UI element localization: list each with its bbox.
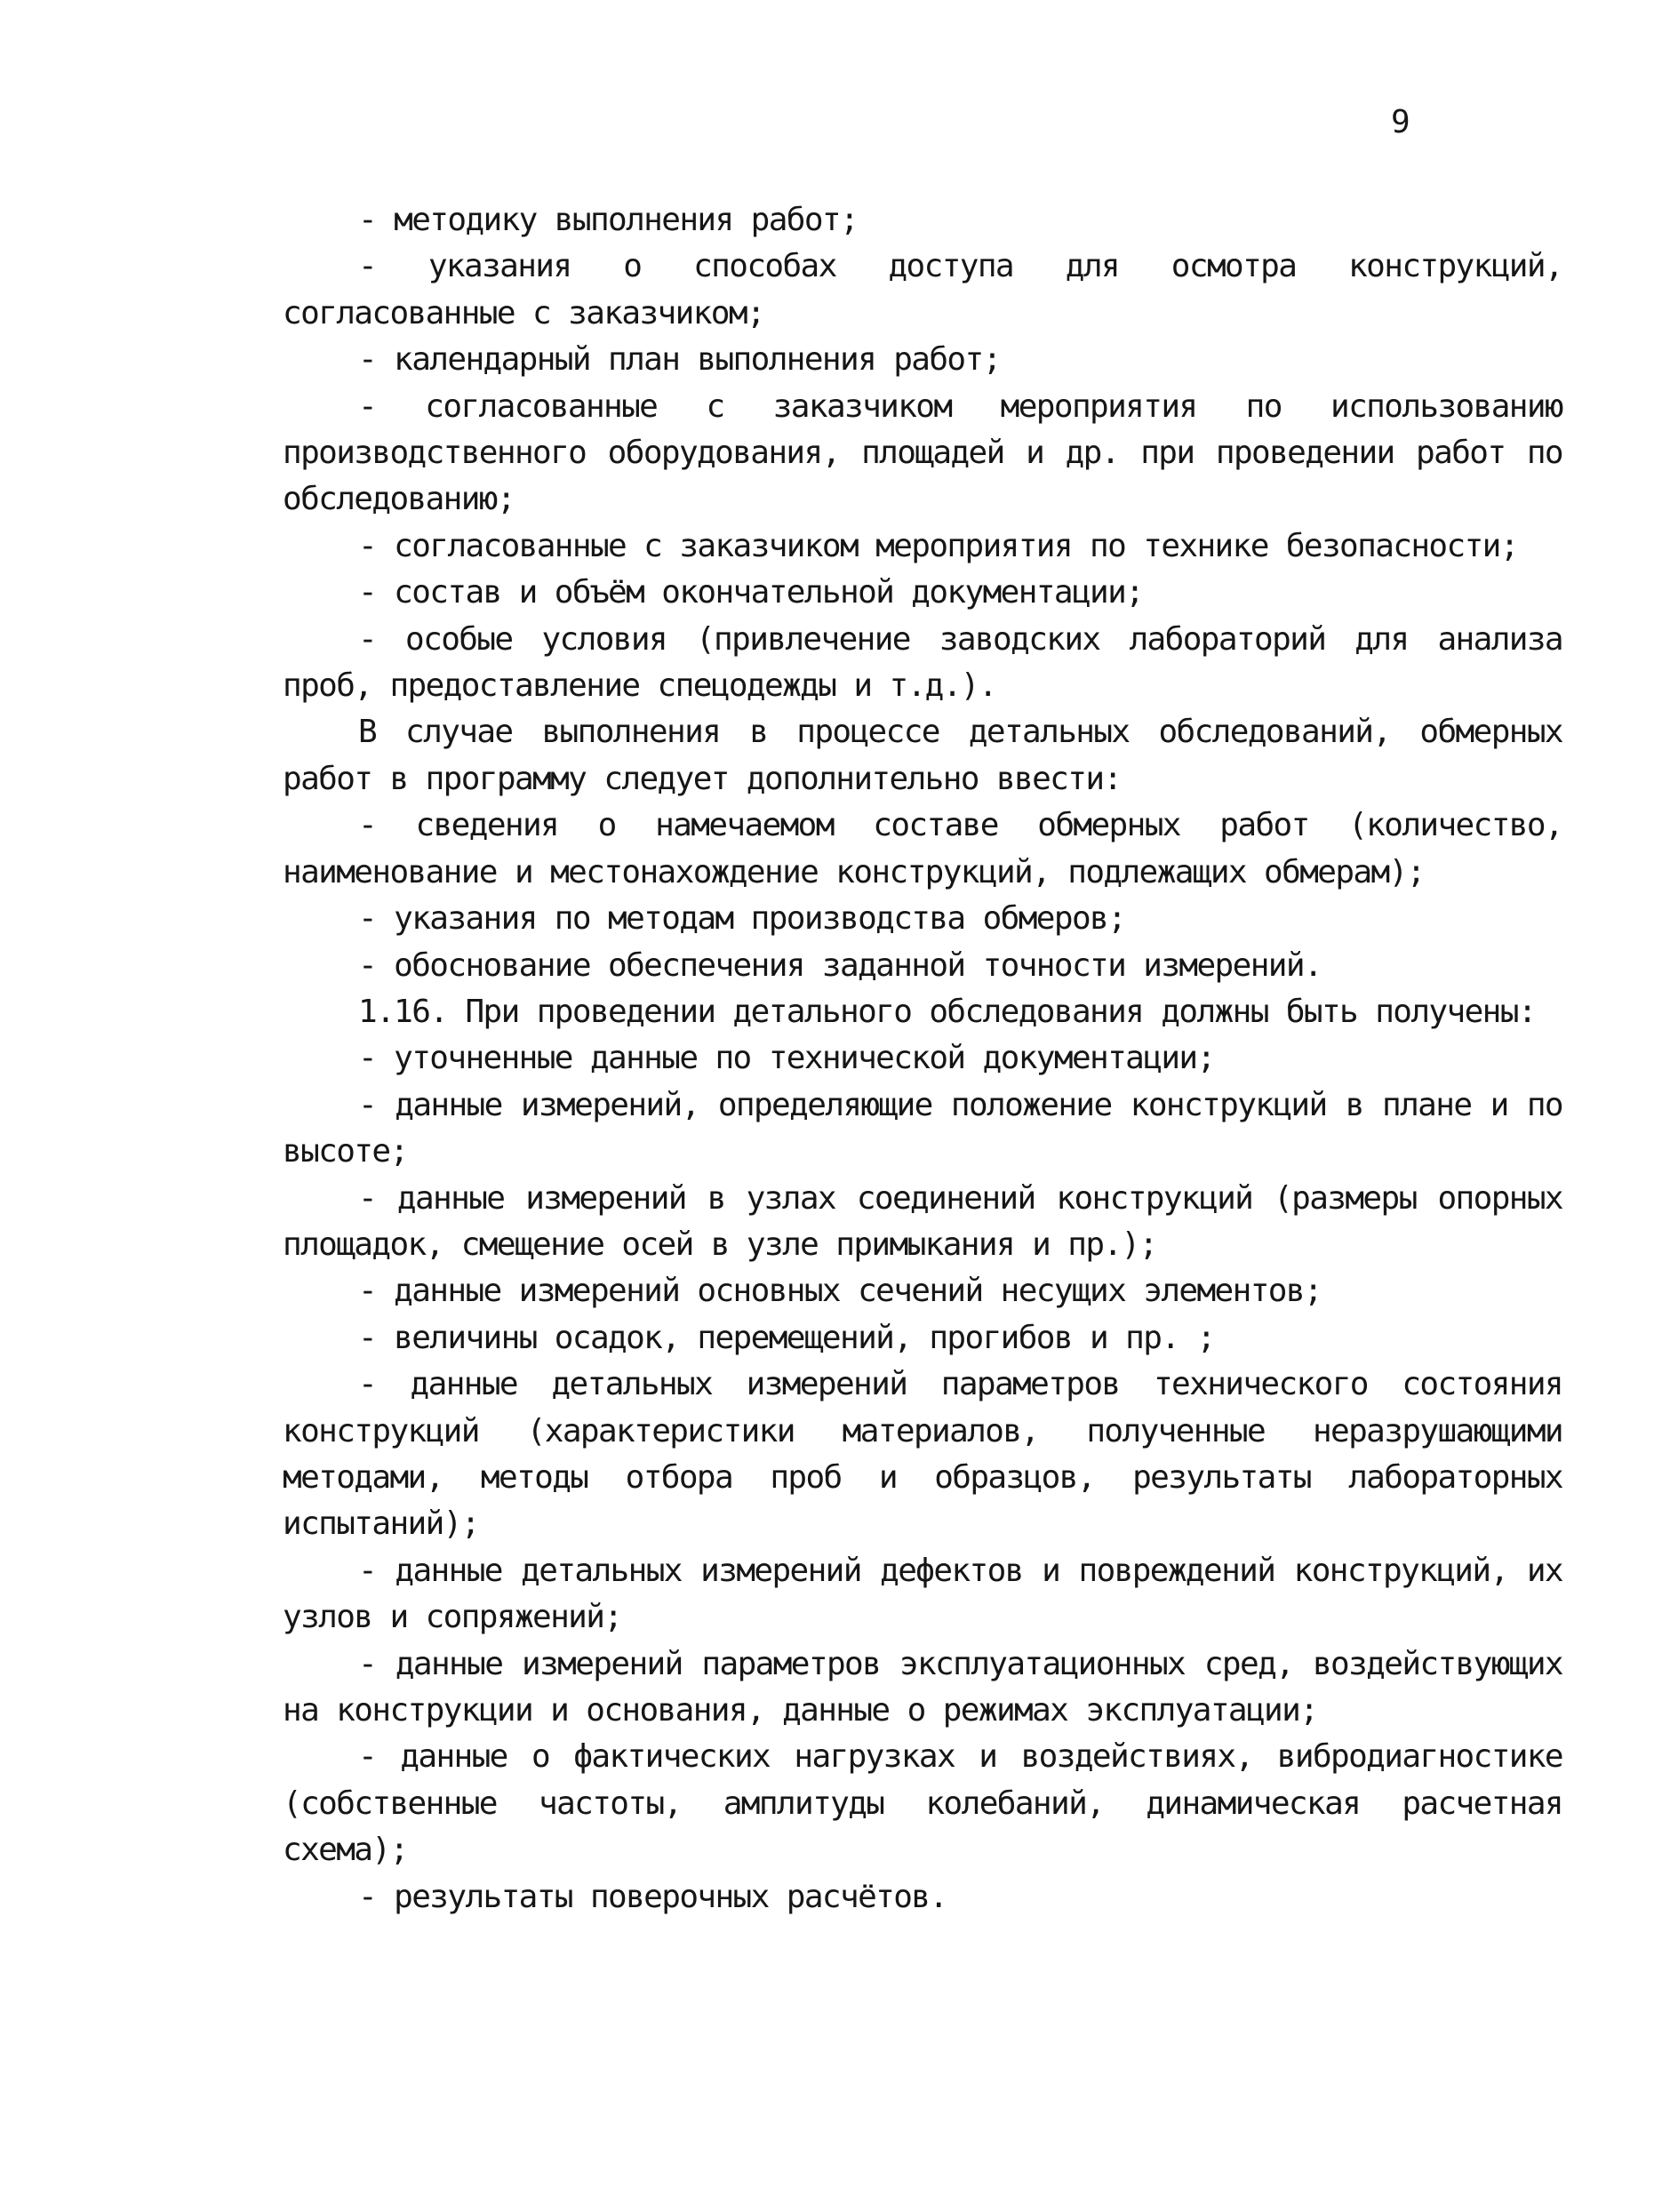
list-item: - данные измерений в узлах соединений конструкций (размеры опорных площадок, смещение осей в узле примыкания и пр.);	[283, 1179, 1562, 1263]
list-item: - состав и объём окончательной документации;	[358, 574, 1144, 611]
list-item: - особые условия (привлечение заводских лабораторий для анализа проб, предоставление спецодежды и т.д.).	[283, 620, 1562, 705]
list-item: - указания по методам производства обмеров;	[358, 900, 1126, 938]
list-item: - сведения о намечаемом составе обмерных работ (количество, наименование и местонахождение конструкций, подлежащих обмерам);	[283, 807, 1562, 890]
list-item: - данные измерений параметров эксплуатационных сред, воздействующих на конструкции и основания, данные о режимах эксплуатации;	[283, 1645, 1562, 1729]
list-item: - данные детальных измерений параметров технического состояния конструкций (характеристики материалов, полученные неразрушающими методами, методы отбора проб и образцов, результаты лабораторных испытаний);	[283, 1366, 1562, 1543]
list-item: - согласованные с заказчиком мероприятия по использованию производственного оборудования, площадей и др. при проведении работ по обследованию;	[283, 387, 1562, 518]
paragraph: В случае выполнения в процессе детальных обследований, обмерных работ в программу следует дополнительно ввести:	[283, 714, 1562, 797]
list-item: - указания о способах доступа для осмотра конструкций, согласованные с заказчиком;	[283, 248, 1562, 331]
list-item: - уточненные данные по технической документации;	[358, 1040, 1215, 1077]
document-body	[283, 197, 1562, 1921]
list-item: - данные измерений, определяющие положение конструкций в плане и по высоте;	[283, 1086, 1562, 1170]
list-item: - согласованные с заказчиком мероприятия по технике безопасности;	[358, 527, 1518, 564]
list-item: - методику выполнения работ;	[358, 202, 859, 238]
list-item: - данные о фактических нагрузках и воздействиях, вибродиагностике (собственные частоты, амплитуды колебаний, динамическая расчетная схема);	[283, 1738, 1562, 1869]
list-item: - результаты поверочных расчётов.	[358, 1878, 947, 1915]
list-item: - данные измерений основных сечений несущих элементов;	[358, 1273, 1322, 1310]
list-item: - обоснование обеспечения заданной точности измерений.	[358, 946, 1322, 984]
list-item: - данные детальных измерений дефектов и повреждений конструкций, их узлов и сопряжений;	[283, 1552, 1562, 1636]
list-item: - величины осадок, перемещений, прогибов и пр. ;	[358, 1319, 1215, 1356]
list-item: - календарный план выполнения работ;	[358, 341, 1001, 379]
section-paragraph: 1.16. При проведении детального обследования должны быть получены:	[358, 993, 1536, 1030]
page-number: 9	[1391, 104, 1410, 140]
